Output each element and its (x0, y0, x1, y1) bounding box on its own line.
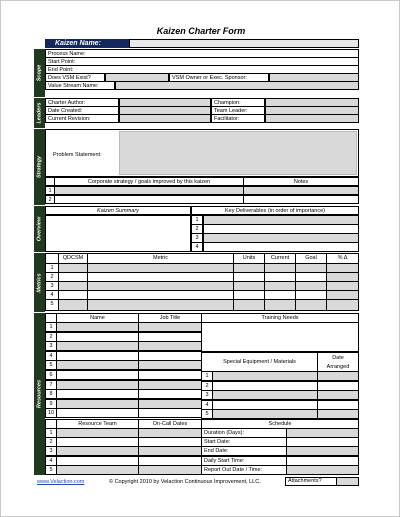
resource-name-input[interactable] (56, 380, 139, 390)
resource-name-input[interactable] (56, 322, 139, 332)
resource-team-header: Resource Team (56, 419, 139, 429)
resource-job-title-input[interactable] (138, 408, 202, 418)
copyright-text: © Copyright 2010 by Velaction Continuous Improvement, LLC. (109, 479, 261, 485)
date-arranged-input[interactable] (317, 371, 359, 381)
attachments-label: Attachments? (288, 478, 322, 484)
date-arranged-input[interactable] (317, 381, 359, 391)
team-leader-label: Team Leader: (214, 108, 248, 114)
leaders-section-bar (34, 98, 45, 128)
date-created-label: Date Created: (48, 108, 83, 114)
schedule-item-label: Report Out Date / Time: (201, 465, 287, 475)
metric-row-number: 4 (45, 290, 59, 300)
resource-name-input[interactable] (56, 389, 139, 399)
form-title: Kaizen Charter Form (156, 26, 246, 36)
current-header: Current (264, 253, 296, 264)
vsm-exist-label: Does VSM Exist? (48, 75, 91, 81)
resource-row-number: 3 (45, 341, 57, 351)
process-name-label: Process Name: (48, 51, 86, 57)
end-point-label: End Point: (48, 67, 74, 73)
team-row-number: 5 (45, 465, 57, 475)
vsm-owner-label: VSM Owner or Exec. Sponsor: (172, 75, 247, 81)
attachments-input[interactable] (336, 477, 359, 486)
facilitator-label: Facilitator: (214, 116, 240, 122)
schedule-item-label: Daily Start Time: (201, 456, 287, 466)
resource-name-input[interactable] (56, 408, 139, 418)
strategy-section-bar (34, 129, 45, 205)
equipment-input[interactable] (212, 390, 318, 400)
deliverable-row-number: 3 (191, 233, 203, 243)
velaction-link[interactable]: www.Velaction.com (37, 479, 85, 485)
equipment-input[interactable] (212, 400, 318, 410)
resource-name-input[interactable] (56, 399, 139, 409)
key-deliverables-header: Key Deliverables (in order of importance) (191, 206, 359, 215)
schedule-item-input[interactable] (286, 465, 359, 475)
schedule-item-label: Duration (Days): (201, 428, 287, 438)
scope-section-label: Scope (35, 64, 42, 82)
resource-job-title-input[interactable] (138, 332, 202, 342)
facilitator-input[interactable] (265, 114, 359, 123)
current-revision-input[interactable] (119, 114, 211, 123)
date-arranged-input[interactable] (317, 400, 359, 410)
current-revision-label-cell (45, 114, 119, 123)
team-row-number: 3 (45, 446, 57, 456)
goal-header: Goal (295, 253, 327, 264)
resource-row-number: 8 (45, 389, 57, 399)
strategy-section-label: Strategy (35, 155, 42, 179)
on-call-dates-input[interactable] (138, 465, 202, 475)
kaizen-name-label: Kaizen Name: (45, 39, 129, 48)
qdcsm-input[interactable] (58, 299, 88, 311)
resource-row-number: 9 (45, 399, 57, 409)
on-call-dates-header: On-Call Dates (138, 419, 202, 429)
problem-statement-input[interactable] (119, 131, 357, 175)
strategy-row-number: 2 (45, 195, 55, 204)
deliverable-row-number: 4 (191, 242, 203, 252)
kaizen-summary-header: Kaizen Summary (45, 206, 191, 215)
schedule-item-label: End Date: (201, 446, 287, 456)
resource-row-number: 2 (45, 332, 57, 342)
overview-section-bar (34, 206, 45, 252)
resource-name-input[interactable] (56, 351, 139, 361)
notes-header: Notes (243, 177, 359, 186)
resource-row-number: 4 (45, 351, 57, 361)
percent-change-header: % Δ (326, 253, 359, 264)
metric-row-number: 2 (45, 272, 59, 282)
notes-input[interactable] (243, 195, 359, 204)
name-header: Name (56, 313, 139, 323)
resources-section-bar (34, 313, 45, 475)
charter-author-label: Charter Author: (48, 100, 86, 106)
attachments-label-cell (285, 477, 337, 486)
percent-change-input[interactable] (326, 299, 359, 311)
champion-label: Champion: (214, 100, 241, 106)
kaizen-summary-input[interactable] (45, 215, 191, 252)
start-point-label: Start Point: (48, 59, 76, 65)
resource-job-title-input[interactable] (138, 380, 202, 390)
date-arranged-header: Date Arranged (317, 352, 359, 372)
equipment-input[interactable] (212, 371, 318, 381)
equipment-row-number: 3 (201, 390, 213, 400)
metrics-section-label: Metrics (35, 272, 42, 293)
corporate-strategy-header: Corporate strategy / goals improved by this kaizen (54, 177, 244, 186)
deliverable-row-number: 1 (191, 215, 203, 225)
resource-team-input[interactable] (56, 465, 139, 475)
resources-section-label: Resources (35, 379, 42, 409)
problem-statement-label: Problem Statement: (53, 152, 102, 158)
resource-row-number: 5 (45, 360, 57, 370)
resource-row-number: 7 (45, 380, 57, 390)
equipment-row-number: 5 (201, 409, 213, 419)
resource-name-input[interactable] (56, 360, 139, 370)
metric-row-number: 1 (45, 263, 59, 273)
resource-name-input[interactable] (56, 332, 139, 342)
team-row-number: 1 (45, 428, 57, 438)
team-row-number: 4 (45, 456, 57, 466)
scope-section-bar (34, 49, 45, 97)
resource-job-title-input[interactable] (138, 370, 202, 380)
kaizen-name-input[interactable] (129, 39, 359, 48)
qdcsm-header: QDCSM (58, 253, 88, 264)
training-needs-header: Training Needs (201, 313, 359, 323)
corporate-strategy-input[interactable] (54, 195, 244, 204)
goal-input[interactable] (295, 299, 327, 311)
resource-row-number: 6 (45, 370, 57, 380)
equipment-input[interactable] (212, 381, 318, 391)
equipment-row-number: 1 (201, 371, 213, 381)
deliverable-row-number: 2 (191, 224, 203, 234)
value-stream-label-cell (45, 81, 115, 90)
metrics-section-bar (34, 253, 45, 312)
resource-job-title-input[interactable] (138, 399, 202, 409)
strategy-row-number: 1 (45, 186, 55, 195)
metric-row-number: 5 (45, 299, 59, 311)
resource-name-input[interactable] (56, 370, 139, 380)
equipment-row-number: 4 (201, 400, 213, 410)
resource-job-title-input[interactable] (138, 351, 202, 361)
resource-job-title-input[interactable] (138, 389, 202, 399)
units-header: Units (233, 253, 265, 264)
date-arranged-input[interactable] (317, 409, 359, 419)
corporate-strategy-input[interactable] (54, 186, 244, 195)
metric-row-number: 3 (45, 281, 59, 291)
job-title-header: Job Title (138, 313, 202, 323)
notes-input[interactable] (243, 186, 359, 195)
equipment-input[interactable] (212, 409, 318, 419)
training-needs-input[interactable] (201, 322, 359, 352)
value-stream-input[interactable] (115, 81, 359, 90)
resource-job-title-input[interactable] (138, 322, 202, 332)
units-input[interactable] (233, 299, 265, 311)
special-equipment-header: Special Equipment / Materials (201, 352, 318, 372)
metric-input[interactable] (87, 299, 234, 311)
resource-row-number: 1 (45, 322, 57, 332)
metric-header: Metric (87, 253, 234, 264)
facilitator-label-cell (211, 114, 265, 123)
resource-row-number: 10 (45, 408, 57, 418)
current-revision-label: Current Revision: (48, 116, 91, 122)
current-input[interactable] (264, 299, 296, 311)
overview-section-label: Overview (35, 216, 42, 242)
schedule-header: Schedule (201, 419, 359, 429)
deliverable-input[interactable] (203, 242, 359, 252)
resource-job-title-input[interactable] (138, 341, 202, 351)
resource-job-title-input[interactable] (138, 360, 202, 370)
equipment-row-number: 2 (201, 381, 213, 391)
date-arranged-input[interactable] (317, 390, 359, 400)
resource-name-input[interactable] (56, 341, 139, 351)
team-row-number: 2 (45, 437, 57, 447)
leaders-section-label: Leaders (35, 102, 42, 124)
schedule-item-label: Start Date: (201, 437, 287, 447)
value-stream-label: Value Stream Name: (48, 83, 99, 89)
